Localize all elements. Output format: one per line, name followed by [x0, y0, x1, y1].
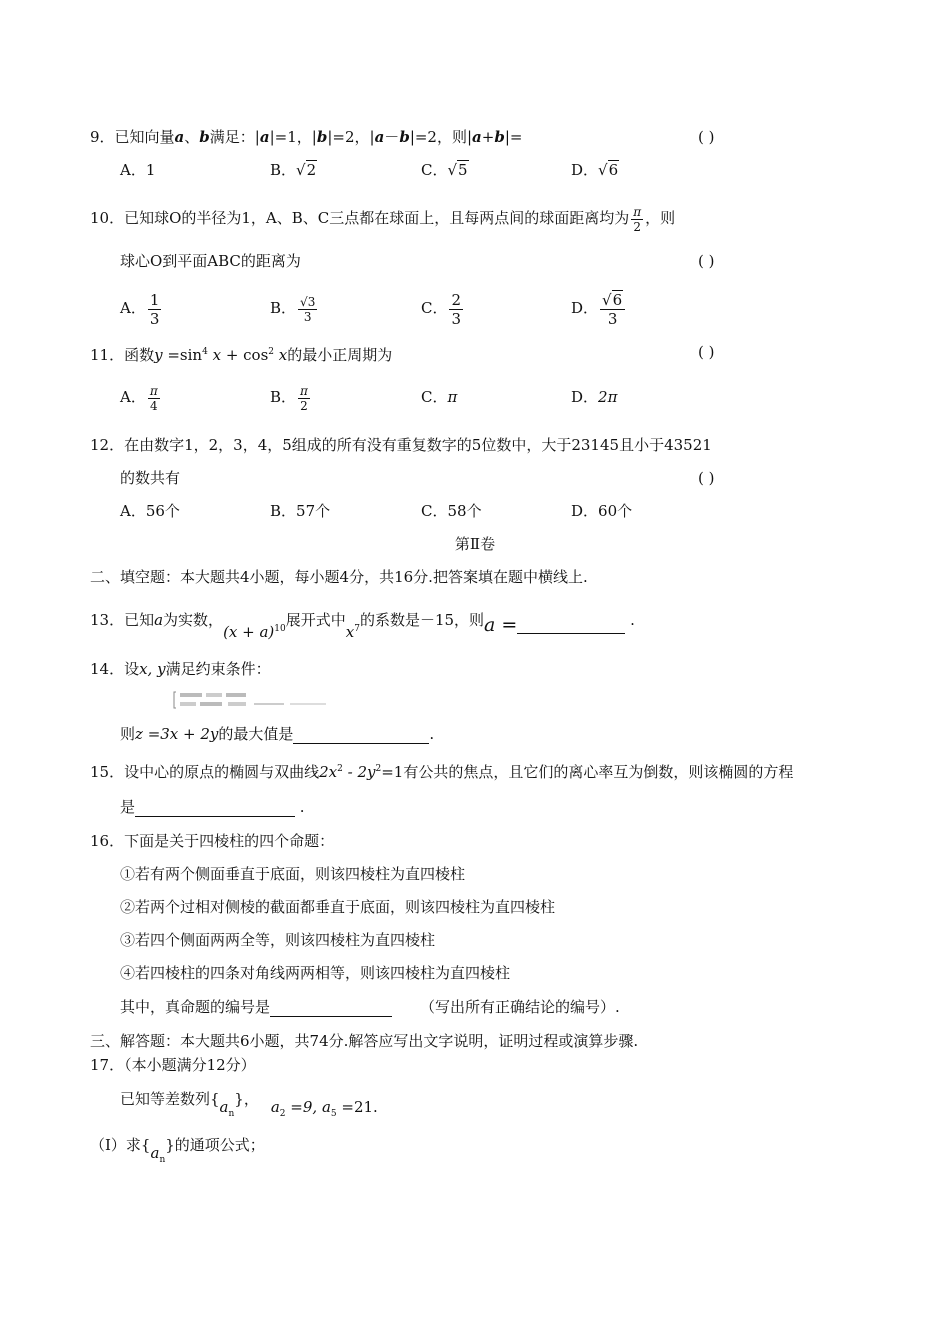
sqrt-symbol: √2	[296, 161, 317, 179]
q15-stem: 15．设中心的原点的椭圆与双曲线$2x^2 - 2y^2=1$有公共的焦点，且它们的离心率互为倒数，则该椭圆的方程	[90, 763, 794, 781]
q14-question: 则z =3x + 2y的最大值是 .	[120, 725, 435, 743]
q13-stem: 13．已知a为实数，$(x + a)^{10}$展开式中$x^7$的系数是－15，则a = .	[90, 611, 635, 641]
part2-title: 第Ⅱ卷	[454, 535, 496, 553]
q10-stem-2: 球心O到平面ABC的距离为	[120, 252, 301, 270]
q17-title: 17．（本小题满分12分）	[90, 1056, 256, 1074]
q10-answer-paren: ( )	[698, 252, 715, 270]
q14-stem: 14．设x, y满足约束条件：	[90, 660, 271, 678]
q14-answer-blank[interactable]	[293, 727, 429, 744]
q12-option-b: B．57个	[270, 502, 331, 520]
q10-stem: 10．已知球O的半径为1，A、B、C三点都在球面上，且每两点间的球面距离均为 $\frac{\pi}{2}$ ，则	[90, 204, 676, 234]
q17-part1: （Ⅰ）求$\{a_n\}$的通项公式；	[90, 1136, 265, 1165]
q9-option-b: B．√2	[270, 161, 317, 179]
q16-answer-line: 其中，真命题的编号是 （写出所有正确结论的编号）.	[120, 998, 620, 1016]
q12-stem: 12．在由数字1，2，3，4，5组成的所有没有重复数字的5位数中，大于23145且小于43521	[90, 436, 712, 454]
q10-option-a: A． $\frac{1}{3}$	[120, 290, 160, 328]
q13-answer-blank[interactable]	[517, 619, 625, 634]
sqrt-symbol: √6	[598, 161, 619, 179]
q11-option-a: A． $\frac{\pi}{4}$	[120, 383, 158, 413]
q9-option-d: D．√6	[571, 161, 619, 179]
q11-option-b: B． $\frac{\pi}{2}$	[270, 383, 308, 413]
q17-given: 已知等差数列$\{a_n\}$， $a_2 =9$, $a_5 =21$.	[120, 1090, 378, 1119]
q15-answer-line: 是 .	[120, 798, 305, 816]
sqrt-symbol: √3	[300, 294, 316, 309]
q12-stem-2: 的数共有	[120, 469, 181, 487]
q10-option-b: B． $\frac{√3}{3}$	[270, 294, 316, 324]
q9-stem: 9．已知向量a、b满足：|a|=1，|b|=2，|a－b|=2，则|a+b|=	[90, 128, 523, 146]
q16-proposition-2: ②若两个过相对侧棱的截面都垂直于底面，则该四棱柱为直四棱柱	[120, 898, 556, 916]
q16-proposition-4: ④若四棱柱的四条对角线两两相等，则该四棱柱为直四棱柱	[120, 964, 511, 982]
q12-answer-paren: ( )	[698, 469, 715, 487]
q10-option-c: C． $\frac{2}{3}$	[421, 290, 462, 328]
section2-heading: 二、填空题：本大题共4小题，每小题4分，共16分.把答案填在题中横线上.	[90, 568, 588, 586]
q12-option-a: A．56个	[120, 502, 180, 520]
q16-proposition-1: ①若有两个侧面垂直于底面，则该四棱柱为直四棱柱	[120, 865, 466, 883]
q11-stem: 11．函数$y =\sin^4$ $x + \cos^2 x$的最小正周期为	[90, 346, 393, 364]
q16-answer-blank[interactable]	[270, 1000, 392, 1017]
q11-answer-paren: ( )	[698, 343, 715, 361]
constraint-system-image	[172, 690, 332, 710]
q11-option-c: C．π	[421, 388, 458, 406]
q15-answer-blank[interactable]	[135, 800, 295, 817]
q16-proposition-3: ③若四个侧面两两全等，则该四棱柱为直四棱柱	[120, 931, 436, 949]
q9-answer-paren: ( )	[698, 128, 715, 146]
q9-option-a: A．1	[120, 161, 156, 179]
section3-heading: 三、解答题：本大题共6小题，共74分.解答应写出文字说明，证明过程或演算步骤.	[90, 1032, 639, 1050]
sqrt-symbol: √5	[447, 161, 468, 179]
q11-option-d: D．2π	[571, 388, 618, 406]
sqrt-symbol: √6	[602, 290, 623, 309]
q12-option-d: D．60个	[571, 502, 633, 520]
q12-option-c: C．58个	[421, 502, 482, 520]
q9-option-c: C．√5	[421, 161, 468, 179]
q10-option-d: D． $\frac{√6}{3}$	[571, 288, 627, 328]
q16-stem: 16．下面是关于四棱柱的四个命题：	[90, 832, 335, 850]
